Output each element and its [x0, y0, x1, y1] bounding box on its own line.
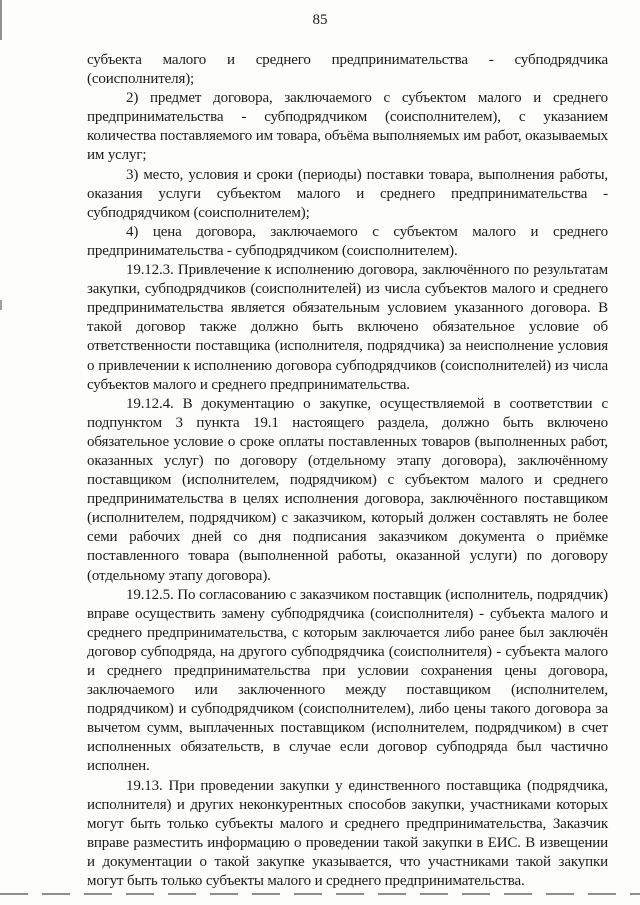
- paragraph-19-12-5: 19.12.5. По согласованию с заказчиком поставщик (исполнитель, подрядчик) вправе осуществить замену субподрядчика (соисполнителя) - субъекта малого и среднего предпринимательства, с которым заключается либо ранее был заключён договор субподряда, на другого субподрядчика (соисполнителя) - субъекта малого и среднего предпринимательства при условии сохранения цены договора, заключаемого или заключенного между поставщиком (исполнителем, подрядчиком) и субподрядчиком (соисполнителем), либо цены такого договора за вычетом сумм, выплаченных поставщиком (исполнителем, подрядчиком) в счет исполненных обязательств, в случае если договор субподряда был частично исполнен.: [87, 586, 608, 775]
- paragraph-19-12-3: 19.12.3. Привлечение к исполнению договора, заключённого по результатам закупки, субподрядчиков (соисполнителей) из числа субъектов малого и среднего предпринимательства является обязательным условием указанного договора. В такой договор также должно быть включено обязательное условие об ответственности поставщика (исполнителя, подрядчика) за неисполнение условия о привлечении к исполнению договора субподрядчиков (соисполнителей) из числа субъектов малого и среднего предпринимательства.: [87, 262, 608, 393]
- paragraph-item-2: 2) предмет договора, заключаемого с субъектом малого и среднего предпринимательства - субподрядчиком (соисполнителем), с указанием количества поставляемого им товара, объёма выполняемых им работ, оказываемых им услуг;: [87, 90, 608, 164]
- page-number: 85: [312, 12, 328, 28]
- scan-edge-mark: [0, 0, 2, 905]
- bottom-scan-artifact: [0, 893, 640, 895]
- document-body: [87, 51, 608, 891]
- paragraph-item-4: 4) цена договора, заключаемого с субъектом малого и среднего предпринимательства - субподрядчиком (соисполнителем).: [87, 223, 608, 259]
- paragraph-item-3: 3) место, условия и сроки (периоды) поставки товара, выполнения работы, оказания услуги субъектом малого и среднего предпринимательства - субподрядчиком (соисполнителем);: [87, 166, 608, 221]
- paragraph-continuation: субъекта малого и среднего предпринимательства - субподрядчика (соисполнителя);: [87, 52, 608, 88]
- paragraph-19-13: 19.13. При проведении закупки у единственного поставщика (подрядчика, исполнителя) и других неконкурентных способов закупки, участниками которых могут быть только субъекты малого и среднего предпринимательства, Заказчик вправе разместить информацию о проведении такой закупки в ЕИС. В извещении и документации о такой закупке указывается, что участниками такой закупки могут быть только субъекты малого и среднего предпринимательства.: [87, 777, 608, 890]
- paragraph-19-12-4: 19.12.4. В документацию о закупке, осуществляемой в соответствии с подпунктом 3 пункта 19.1 настоящего раздела, должно быть включено обязательное условие о сроке оплаты поставленных товаров (выполненных работ, оказанных услуг) по договору (отдельному этапу договора), заключённому поставщиком (исполнителем, подрядчиком) с субъектом малого и среднего предпринимательства в целях исполнения договора, заключённого поставщиком (исполнителем, подрядчиком) с заказчиком, который должен составлять не более семи рабочих дней со дня подписания заказчиком документа о приёмке поставленного товара (выполненной работы, оказанной услуги) по договору (отдельному этапу договора).: [87, 395, 608, 584]
